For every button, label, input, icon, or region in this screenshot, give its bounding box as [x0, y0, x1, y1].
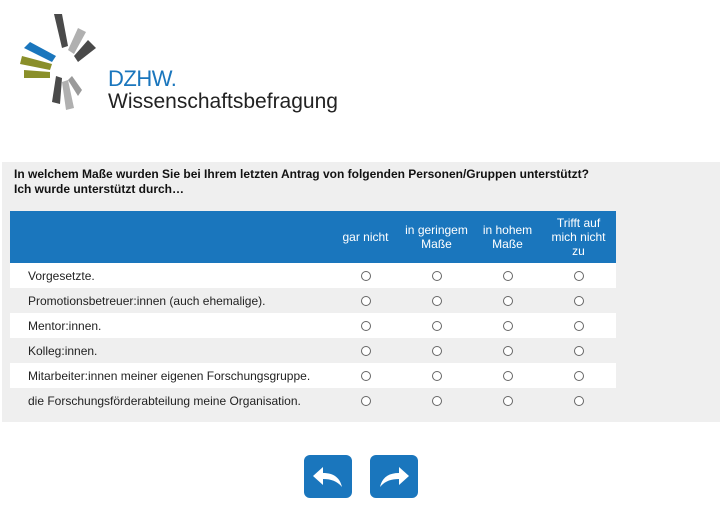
- question-line-2: Ich wurde unterstützt durch…: [14, 182, 185, 196]
- row-label: Kolleg:innen.: [28, 343, 98, 358]
- back-arrow-icon: [311, 465, 345, 489]
- forward-arrow-icon: [377, 465, 411, 489]
- radio-trifft-nicht-zu[interactable]: [574, 371, 584, 381]
- matrix-row: [10, 388, 616, 413]
- row-label: Mentor:innen.: [28, 318, 102, 333]
- radio-geringem-masse[interactable]: [432, 321, 442, 331]
- matrix-row: [10, 363, 616, 388]
- back-button[interactable]: [304, 455, 352, 498]
- radio-gar-nicht[interactable]: [361, 321, 371, 331]
- radio-geringem-masse[interactable]: [432, 371, 442, 381]
- radio-gar-nicht[interactable]: [361, 271, 371, 281]
- radio-hohem-masse[interactable]: [503, 321, 513, 331]
- radio-geringem-masse[interactable]: [432, 396, 442, 406]
- radio-geringem-masse[interactable]: [432, 346, 442, 356]
- column-header: gar nicht: [342, 230, 389, 244]
- matrix-row: [10, 263, 616, 288]
- row-label: die Forschungsförderabteilung meine Organisation.: [28, 393, 301, 408]
- radio-hohem-masse[interactable]: [503, 396, 513, 406]
- matrix-header: [10, 211, 616, 263]
- radio-gar-nicht[interactable]: [361, 296, 371, 306]
- radio-trifft-nicht-zu[interactable]: [574, 396, 584, 406]
- dzhw-logo: [16, 10, 356, 120]
- matrix-row: [10, 313, 616, 338]
- logo-short-name: DZHW.: [108, 66, 177, 91]
- radio-geringem-masse[interactable]: [432, 296, 442, 306]
- radio-geringem-masse[interactable]: [432, 271, 442, 281]
- matrix-row: [10, 338, 616, 363]
- radio-hohem-masse[interactable]: [503, 346, 513, 356]
- radio-hohem-masse[interactable]: [503, 296, 513, 306]
- header-spacer: [10, 211, 330, 263]
- radio-trifft-nicht-zu[interactable]: [574, 271, 584, 281]
- column-header: in hohem Maße: [482, 223, 533, 251]
- radio-gar-nicht[interactable]: [361, 371, 371, 381]
- logo-burst-icon: [16, 10, 106, 120]
- radio-hohem-masse[interactable]: [503, 271, 513, 281]
- radio-gar-nicht[interactable]: [361, 346, 371, 356]
- question-line-1: In welchem Maße wurden Sie bei Ihrem letzten Antrag von folgenden Personen/Gruppen unterstützt?: [14, 167, 589, 181]
- column-header: in geringem Maße: [405, 223, 468, 251]
- radio-trifft-nicht-zu[interactable]: [574, 296, 584, 306]
- row-label: Mitarbeiter:innen meiner eigenen Forschungsgruppe.: [28, 368, 311, 383]
- logo-long-name: Wissenschaftsbefragung: [108, 90, 338, 113]
- column-header: Trifft auf mich nicht zu: [551, 216, 606, 258]
- question-text: [14, 167, 589, 197]
- answer-matrix: [10, 211, 616, 413]
- radio-trifft-nicht-zu[interactable]: [574, 346, 584, 356]
- radio-hohem-masse[interactable]: [503, 371, 513, 381]
- radio-trifft-nicht-zu[interactable]: [574, 321, 584, 331]
- row-label: Promotionsbetreuer:innen (auch ehemalige).: [28, 293, 266, 308]
- row-label: Vorgesetzte.: [28, 268, 95, 283]
- radio-gar-nicht[interactable]: [361, 396, 371, 406]
- next-button[interactable]: [370, 455, 418, 498]
- matrix-row: [10, 288, 616, 313]
